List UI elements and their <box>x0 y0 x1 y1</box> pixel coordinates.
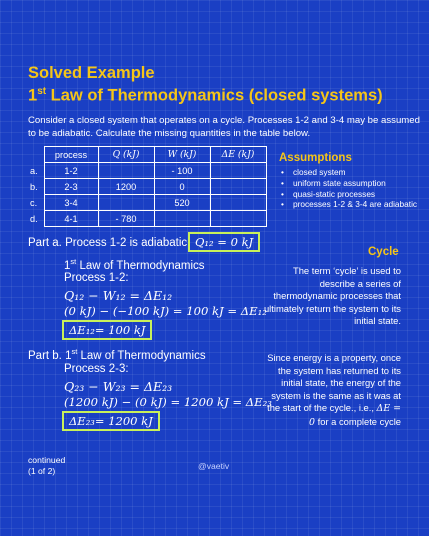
col-header-q: Q (kJ) <box>98 147 154 163</box>
col-header-w: W (kJ) <box>154 147 210 163</box>
col-header-de: ΔE (kJ) <box>210 147 266 163</box>
footer-continued <box>28 455 65 477</box>
part-b-label-prefix: Part b. 1 <box>28 349 72 362</box>
law-superscript: st <box>70 257 77 266</box>
title-rest: Law of Thermodynamics (closed systems) <box>46 86 383 105</box>
cell-de <box>210 163 266 179</box>
part-b-equation-2: (1200 kJ) − (0 kJ) = 1200 kJ = ΔE₂₃ <box>64 395 272 409</box>
footer-line-2: (1 of 2) <box>28 466 56 476</box>
footer-line-1: continued <box>28 455 66 465</box>
table-header-row <box>22 147 266 163</box>
assumptions-title: Assumptions <box>279 152 352 164</box>
row-label: c. <box>30 197 38 208</box>
cycle-title: Cycle <box>368 246 399 258</box>
part-b-process: Process 2-3: <box>64 363 129 375</box>
assumptions-list <box>280 167 422 210</box>
part-b-result: ΔE₂₃= 1200 kJ <box>62 411 160 431</box>
cell-q: - 780 <box>98 211 154 227</box>
title-line-2 <box>28 86 383 106</box>
part-b-equation-1: Q₂₃ − W₂₃ = ΔE₂₃ <box>64 379 173 394</box>
part-a-process: Process 1-2: <box>64 272 129 284</box>
table-row <box>22 211 266 227</box>
cycle-definition: The term ‘cycle’ is used to describe a series of thermodynamic processes that ultimately return the system to its initial state. <box>263 265 401 327</box>
cell-w: 0 <box>154 179 210 195</box>
table-row <box>22 179 266 195</box>
cell-process: 4-1 <box>44 211 98 227</box>
cell-de <box>210 179 266 195</box>
part-a-label: Part a. Process 1-2 is adiabatic <box>28 237 188 249</box>
part-b-label-rest: Law of Thermodynamics <box>77 349 206 362</box>
cell-q <box>98 163 154 179</box>
cell-q: 1200 <box>98 179 154 195</box>
part-a-law-heading <box>64 257 205 272</box>
table-row <box>22 163 266 179</box>
row-label: b. <box>30 181 38 192</box>
part-a-boxed-equation: Q₁₂ = 0 kJ <box>188 232 260 252</box>
cell-process: 2-3 <box>44 179 98 195</box>
row-label-header <box>22 147 44 163</box>
cell-de <box>210 195 266 211</box>
title-superscript: st <box>37 86 47 97</box>
cell-w: - 100 <box>154 163 210 179</box>
col-header-process: process <box>44 147 98 163</box>
list-item: • processes 1-2 & 3-4 are adiabatic <box>280 199 422 210</box>
row-label: d. <box>30 213 38 224</box>
part-a-equation-1: Q₁₂ − W₁₂ = ΔE₁₂ <box>64 288 173 303</box>
row-label: a. <box>30 165 38 176</box>
law-number: 1 <box>64 259 71 272</box>
table-row <box>22 195 266 211</box>
quantities-table <box>22 146 267 227</box>
cell-w: 520 <box>154 195 210 211</box>
cell-process: 3-4 <box>44 195 98 211</box>
part-a-equation-2: (0 kJ) − (−100 kJ) = 100 kJ = ΔE₁₂ <box>64 304 267 318</box>
author-handle: @vaetiv <box>198 461 230 471</box>
title-line-1: Solved Example <box>28 64 155 82</box>
cycle-energy-equation: ΔE = 0 <box>309 403 401 428</box>
part-a-result: ΔE₁₂= 100 kJ <box>62 320 152 340</box>
part-b-superscript: st <box>71 347 78 356</box>
cell-de <box>210 211 266 227</box>
cell-process: 1-2 <box>44 163 98 179</box>
problem-statement: Consider a closed system that operates on a cycle. Processes 1-2 and 3-4 may be assumed to be adiabatic. Calculate the missing quantities in the table below. <box>28 115 420 139</box>
law-text: Law of Thermodynamics <box>76 259 205 272</box>
cycle-energy-end: for a complete cycle <box>315 415 401 427</box>
cell-q <box>98 195 154 211</box>
cell-w <box>154 211 210 227</box>
list-item: • closed system <box>280 167 422 178</box>
list-item: • quasi-static processes <box>280 189 422 200</box>
cycle-energy-text: Since energy is a property, once the system has returned to its initial state, the energy of the system is the same as it was at the start of the cycle., i.e., <box>267 352 401 414</box>
title-number: 1 <box>28 86 38 105</box>
list-item: • uniform state assumption <box>280 178 422 189</box>
cycle-energy-note <box>263 352 401 430</box>
part-b-label <box>28 347 206 362</box>
